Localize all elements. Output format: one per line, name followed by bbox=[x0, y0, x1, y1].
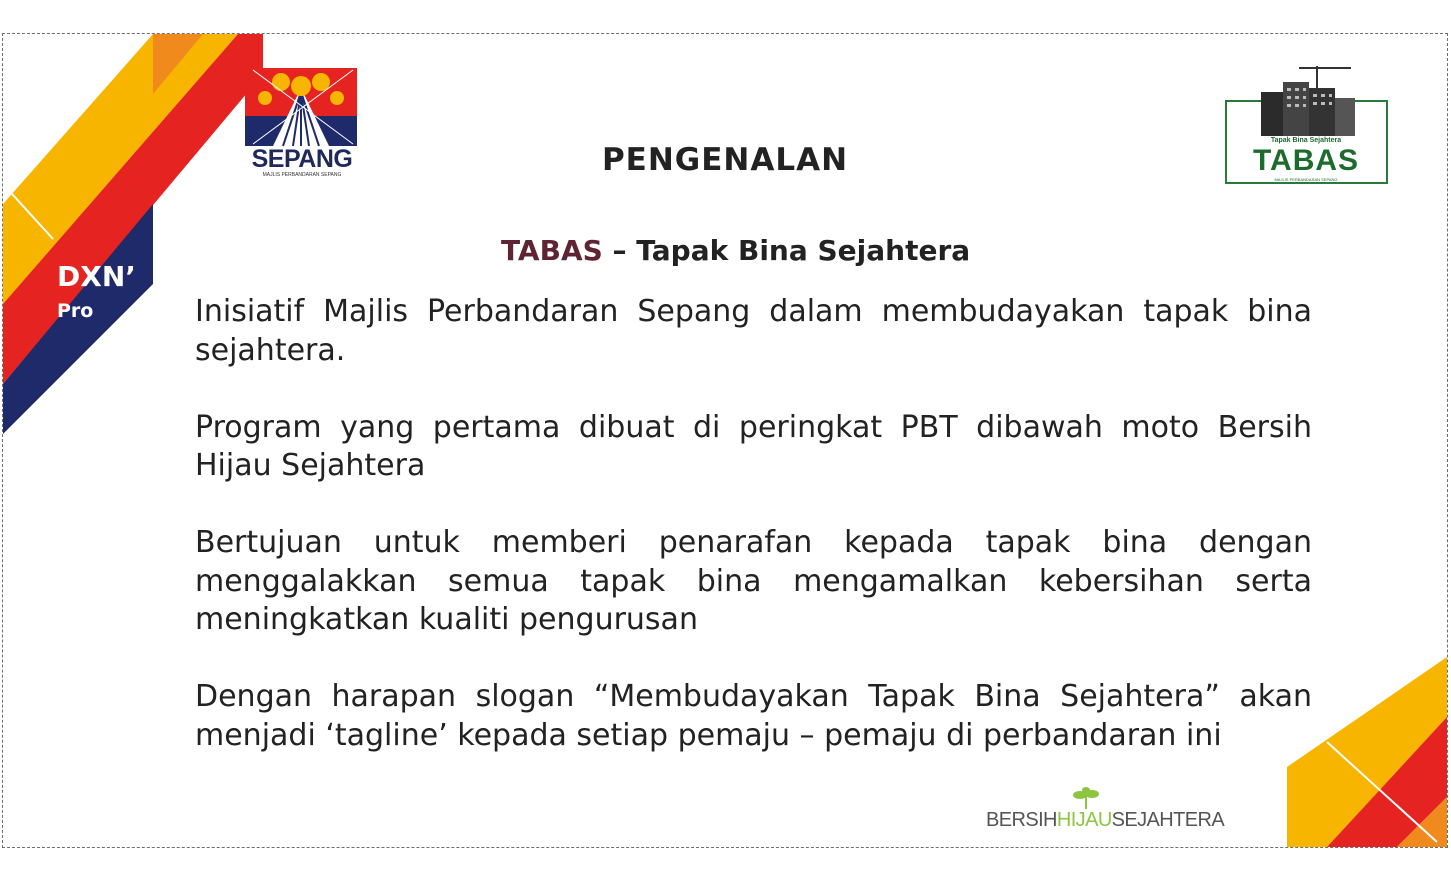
sepang-emblem-icon bbox=[243, 68, 361, 148]
footer-logo-part1: BERSIH bbox=[986, 809, 1057, 831]
paragraph-3: Bertujuan untuk memberi penarafan kepada tapak bina dengan menggalakkan semua tapak bina mengamalkan kebersihan serta meningkatkan kualiti pengurusan bbox=[195, 525, 1312, 637]
side-banner-subtitle: Pro bbox=[57, 300, 94, 322]
slide-subheading bbox=[501, 234, 970, 267]
tabas-logo-tagline: Tapak Bina Sejahtera bbox=[1270, 137, 1342, 144]
paragraph-4: Dengan harapan slogan “Membudayakan Tapak Bina Sejahtera” akan menjadi ‘tagline’ kepada setiap pemaju – pemaju di perbandaran ini bbox=[195, 679, 1312, 753]
paragraph-1: Inisiatif Majlis Perbandaran Sepang dalam membudayakan tapak bina sejahtera. bbox=[195, 294, 1312, 368]
plant-icon bbox=[1068, 787, 1104, 809]
building-crane-icon bbox=[1221, 64, 1391, 140]
slide bbox=[2, 33, 1448, 848]
subheading-description: – Tapak Bina Sejahtera bbox=[612, 234, 971, 267]
tabas-logo-subtitle: MAJLIS PERBANDARAN SEPANG bbox=[1274, 177, 1338, 182]
tabas-logo-name: TABAS bbox=[1252, 144, 1360, 177]
footer-logo-part3: SEJAHTERA bbox=[1111, 809, 1225, 831]
paragraph-2: Program yang pertama dibuat di peringkat PBT dibawah moto Bersih Hijau Sejahtera bbox=[195, 409, 1312, 483]
sepang-logo-name: SEPANG bbox=[251, 145, 353, 173]
sepang-logo-subtitle: MAJLIS PERBANDARAN SEPANG bbox=[262, 172, 342, 178]
bersih-hijau-sejahtera-logo bbox=[986, 809, 1224, 832]
footer-logo-part2: HIJAU bbox=[1056, 809, 1112, 831]
subheading-code: TABAS bbox=[501, 234, 603, 267]
slide-heading: PENGENALAN bbox=[601, 142, 849, 178]
slide-body bbox=[195, 293, 1312, 794]
side-banner-title: DXN’ bbox=[57, 260, 136, 293]
